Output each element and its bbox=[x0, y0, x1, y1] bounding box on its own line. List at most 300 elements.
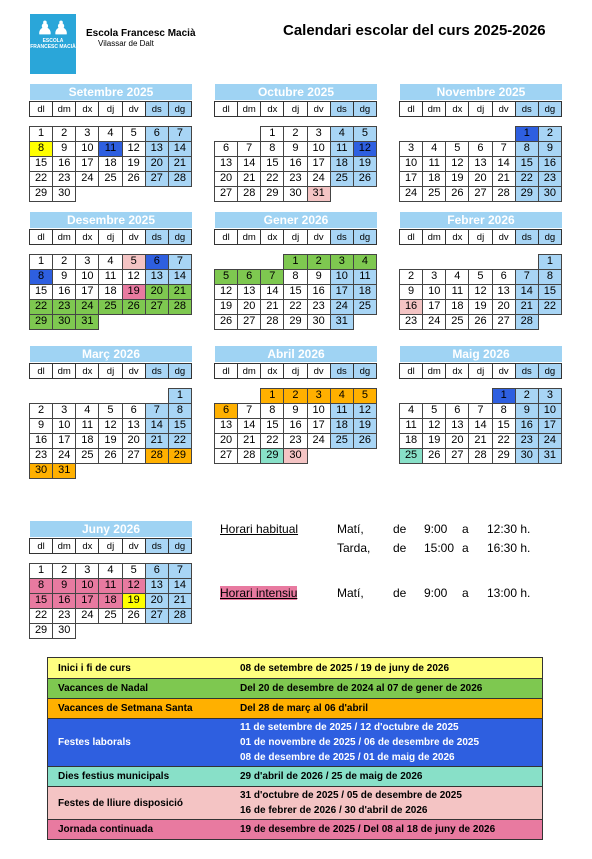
day-cell: 26 bbox=[98, 448, 122, 464]
day-cell: 25 bbox=[353, 299, 377, 315]
month-7 bbox=[215, 346, 377, 463]
day-cell: 30 bbox=[515, 448, 539, 464]
day-cell: 9 bbox=[515, 403, 539, 419]
day-cell: 2 bbox=[283, 126, 307, 142]
day-cell: 9 bbox=[307, 269, 331, 285]
day-cell: 2 bbox=[52, 126, 76, 142]
day-cell: 6 bbox=[237, 269, 261, 285]
day-cell: 2 bbox=[52, 254, 76, 270]
day-cell: 26 bbox=[122, 299, 146, 315]
weekday-header: dj bbox=[98, 363, 122, 379]
day-cell: 12 bbox=[122, 269, 146, 285]
weekday-header: dl bbox=[399, 101, 423, 117]
month-6 bbox=[30, 346, 192, 478]
weekday-header: dm bbox=[422, 363, 446, 379]
weekday-header: dv bbox=[492, 101, 516, 117]
legend-row bbox=[48, 766, 542, 786]
day-cell: 9 bbox=[283, 141, 307, 157]
day-cell: 15 bbox=[260, 156, 284, 172]
day-cell: 13 bbox=[237, 284, 261, 300]
weekday-header: dm bbox=[52, 229, 76, 245]
day-cell: 28 bbox=[515, 314, 539, 330]
legend-table bbox=[47, 657, 543, 840]
day-cell: 12 bbox=[122, 141, 146, 157]
day-cell: 20 bbox=[214, 433, 238, 449]
weekday-header: dx bbox=[260, 229, 284, 245]
weekday-header: ds bbox=[145, 229, 169, 245]
weekday-header: dg bbox=[353, 101, 377, 117]
day-cell: 5 bbox=[122, 126, 146, 142]
day-cell: 1 bbox=[29, 563, 53, 579]
day-cell: 13 bbox=[214, 418, 238, 434]
day-cell: 16 bbox=[307, 284, 331, 300]
day-cell: 19 bbox=[214, 299, 238, 315]
day-cell: 2 bbox=[52, 563, 76, 579]
day-cell: 11 bbox=[399, 418, 423, 434]
schedule-cell: 16:30 h. bbox=[487, 541, 531, 555]
day-cell: 19 bbox=[122, 284, 146, 300]
legend-row bbox=[48, 658, 542, 678]
school-name: Escola Francesc Macià bbox=[86, 28, 196, 39]
day-cell: 11 bbox=[98, 269, 122, 285]
day-cell: 28 bbox=[168, 299, 192, 315]
day-cell: 16 bbox=[399, 299, 423, 315]
day-cell: 17 bbox=[307, 418, 331, 434]
day-cell: 7 bbox=[237, 403, 261, 419]
day-cell: 12 bbox=[214, 284, 238, 300]
day-cell: 11 bbox=[353, 269, 377, 285]
weekday-header: dj bbox=[468, 363, 492, 379]
day-cell: 1 bbox=[260, 126, 284, 142]
weekday-header: dg bbox=[538, 363, 562, 379]
day-cell: 8 bbox=[492, 403, 516, 419]
day-cell: 6 bbox=[492, 269, 516, 285]
day-cell: 21 bbox=[145, 433, 169, 449]
day-cell: 14 bbox=[492, 156, 516, 172]
weekday-header: dx bbox=[260, 363, 284, 379]
weekday-header: dv bbox=[307, 363, 331, 379]
day-cell: 4 bbox=[98, 563, 122, 579]
legend-dates: 08 de setembre de 2025 / 19 de juny de 2026 bbox=[240, 662, 450, 674]
day-cell: 17 bbox=[75, 156, 99, 172]
day-cell: 4 bbox=[445, 269, 469, 285]
weekday-header: dv bbox=[122, 101, 146, 117]
day-cell: 11 bbox=[330, 403, 354, 419]
day-cell: 13 bbox=[468, 156, 492, 172]
day-cell: 1 bbox=[29, 254, 53, 270]
day-cell: 7 bbox=[468, 403, 492, 419]
weekday-header: dx bbox=[445, 101, 469, 117]
weekday-header: dx bbox=[445, 229, 469, 245]
day-cell: 11 bbox=[75, 418, 99, 434]
day-cell: 19 bbox=[353, 418, 377, 434]
day-cell: 16 bbox=[52, 156, 76, 172]
day-cell: 14 bbox=[168, 578, 192, 594]
day-cell: 22 bbox=[492, 433, 516, 449]
weekday-header: dv bbox=[122, 538, 146, 554]
day-cell: 10 bbox=[52, 418, 76, 434]
day-cell: 12 bbox=[353, 141, 377, 157]
day-cell: 15 bbox=[29, 593, 53, 609]
day-cell: 21 bbox=[168, 156, 192, 172]
day-cell: 7 bbox=[145, 403, 169, 419]
day-cell: 9 bbox=[283, 403, 307, 419]
weekday-header: dl bbox=[399, 229, 423, 245]
weekday-header: dg bbox=[168, 229, 192, 245]
day-cell: 19 bbox=[122, 593, 146, 609]
day-cell: 21 bbox=[515, 299, 539, 315]
day-cell: 8 bbox=[168, 403, 192, 419]
weekday-header: dj bbox=[468, 229, 492, 245]
day-cell: 23 bbox=[307, 299, 331, 315]
schedule-cell: 9:00 bbox=[424, 586, 448, 600]
day-cell: 2 bbox=[29, 403, 53, 419]
day-cell: 30 bbox=[29, 463, 53, 479]
day-cell: 14 bbox=[237, 156, 261, 172]
day-cell: 10 bbox=[75, 269, 99, 285]
day-cell: 30 bbox=[307, 314, 331, 330]
day-cell: 1 bbox=[492, 388, 516, 404]
day-cell: 6 bbox=[468, 141, 492, 157]
day-cell: 31 bbox=[52, 463, 76, 479]
day-cell: 28 bbox=[237, 448, 261, 464]
school-logo bbox=[30, 14, 76, 74]
weekday-header: dl bbox=[214, 101, 238, 117]
day-cell: 4 bbox=[330, 126, 354, 142]
legend-row bbox=[48, 819, 542, 839]
day-cell: 28 bbox=[168, 608, 192, 624]
day-cell: 3 bbox=[307, 388, 331, 404]
weekday-header: dm bbox=[52, 363, 76, 379]
day-cell: 22 bbox=[538, 299, 562, 315]
day-cell: 18 bbox=[353, 284, 377, 300]
day-cell: 26 bbox=[353, 433, 377, 449]
day-cell: 16 bbox=[29, 433, 53, 449]
schedule-cell: 15:00 bbox=[424, 541, 455, 555]
day-cell: 30 bbox=[283, 448, 307, 464]
day-cell: 26 bbox=[122, 171, 146, 187]
day-cell: 6 bbox=[214, 141, 238, 157]
legend-label: Festes laborals bbox=[58, 737, 131, 748]
day-cell: 12 bbox=[468, 284, 492, 300]
day-cell: 28 bbox=[492, 186, 516, 202]
day-cell: 4 bbox=[399, 403, 423, 419]
day-cell: 10 bbox=[538, 403, 562, 419]
day-cell: 28 bbox=[145, 448, 169, 464]
day-cell: 13 bbox=[145, 578, 169, 594]
day-cell: 21 bbox=[260, 299, 284, 315]
day-cell: 13 bbox=[145, 141, 169, 157]
day-cell: 27 bbox=[145, 171, 169, 187]
day-cell: 2 bbox=[515, 388, 539, 404]
day-cell: 21 bbox=[168, 284, 192, 300]
legend-row bbox=[48, 786, 542, 819]
day-cell: 3 bbox=[307, 126, 331, 142]
weekday-header: dl bbox=[214, 229, 238, 245]
schedule-cell: Matí, bbox=[337, 522, 364, 536]
day-cell: 23 bbox=[52, 608, 76, 624]
day-cell: 24 bbox=[52, 448, 76, 464]
day-cell: 19 bbox=[468, 299, 492, 315]
day-cell: 14 bbox=[515, 284, 539, 300]
day-cell: 2 bbox=[538, 126, 562, 142]
day-cell: 26 bbox=[122, 608, 146, 624]
day-cell: 6 bbox=[145, 254, 169, 270]
day-cell: 1 bbox=[168, 388, 192, 404]
day-cell: 3 bbox=[75, 563, 99, 579]
day-cell: 14 bbox=[168, 141, 192, 157]
day-cell: 28 bbox=[260, 314, 284, 330]
day-cell: 21 bbox=[492, 171, 516, 187]
day-cell: 18 bbox=[75, 433, 99, 449]
weekday-header: dl bbox=[29, 101, 53, 117]
weekday-header: dv bbox=[307, 101, 331, 117]
month-title: Gener 2026 bbox=[215, 212, 377, 228]
weekday-header: dm bbox=[52, 538, 76, 554]
day-cell: 15 bbox=[538, 284, 562, 300]
day-cell: 18 bbox=[330, 156, 354, 172]
schedule bbox=[220, 522, 560, 612]
day-cell: 17 bbox=[330, 284, 354, 300]
day-cell: 19 bbox=[122, 156, 146, 172]
day-cell: 10 bbox=[307, 403, 331, 419]
day-cell: 7 bbox=[168, 126, 192, 142]
day-cell: 18 bbox=[422, 171, 446, 187]
weekday-header: dj bbox=[98, 101, 122, 117]
schedule-cell: de bbox=[393, 586, 407, 600]
day-cell: 9 bbox=[399, 284, 423, 300]
legend-dates: 11 de setembre de 2025 / 12 d'octubre de 2025 01 de novembre de 2025 / 06 de desembre de 2025 08 de desembre de 2025 / 01 de maig de 2026 bbox=[240, 722, 480, 763]
day-cell: 19 bbox=[422, 433, 446, 449]
day-cell: 18 bbox=[98, 593, 122, 609]
day-cell: 5 bbox=[445, 141, 469, 157]
schedule-cell: a bbox=[462, 541, 469, 555]
day-cell: 29 bbox=[168, 448, 192, 464]
day-cell: 29 bbox=[260, 448, 284, 464]
weekday-header: ds bbox=[515, 229, 539, 245]
day-cell: 14 bbox=[468, 418, 492, 434]
day-cell: 24 bbox=[75, 171, 99, 187]
day-cell: 26 bbox=[353, 171, 377, 187]
day-cell: 5 bbox=[353, 388, 377, 404]
day-cell: 8 bbox=[283, 269, 307, 285]
day-cell: 5 bbox=[122, 254, 146, 270]
day-cell: 20 bbox=[445, 433, 469, 449]
day-cell: 17 bbox=[75, 284, 99, 300]
day-cell: 20 bbox=[492, 299, 516, 315]
weekday-header: dm bbox=[422, 229, 446, 245]
day-cell: 8 bbox=[29, 269, 53, 285]
day-cell: 30 bbox=[52, 186, 76, 202]
day-cell: 27 bbox=[445, 448, 469, 464]
day-cell: 23 bbox=[283, 171, 307, 187]
day-cell: 28 bbox=[237, 186, 261, 202]
day-cell: 6 bbox=[214, 403, 238, 419]
day-cell: 22 bbox=[260, 433, 284, 449]
day-cell: 23 bbox=[538, 171, 562, 187]
day-cell: 30 bbox=[52, 623, 76, 639]
day-cell: 9 bbox=[52, 141, 76, 157]
day-cell: 23 bbox=[515, 433, 539, 449]
day-cell: 5 bbox=[468, 269, 492, 285]
day-cell: 3 bbox=[399, 141, 423, 157]
day-cell: 24 bbox=[538, 433, 562, 449]
legend-label: Inici i fi de curs bbox=[58, 662, 131, 674]
day-cell: 2 bbox=[283, 388, 307, 404]
day-cell: 26 bbox=[422, 448, 446, 464]
day-cell: 3 bbox=[330, 254, 354, 270]
day-cell: 16 bbox=[283, 156, 307, 172]
day-cell: 12 bbox=[122, 578, 146, 594]
legend-label: Dies festius municipals bbox=[58, 771, 170, 782]
day-cell: 12 bbox=[422, 418, 446, 434]
day-cell: 4 bbox=[353, 254, 377, 270]
day-cell: 18 bbox=[98, 156, 122, 172]
day-cell: 15 bbox=[515, 156, 539, 172]
day-cell: 17 bbox=[399, 171, 423, 187]
day-cell: 27 bbox=[468, 186, 492, 202]
day-cell: 29 bbox=[29, 623, 53, 639]
weekday-header: dj bbox=[283, 229, 307, 245]
day-cell: 12 bbox=[445, 156, 469, 172]
schedule-cell: a bbox=[462, 522, 469, 536]
day-cell: 24 bbox=[307, 171, 331, 187]
day-cell: 23 bbox=[399, 314, 423, 330]
day-cell: 28 bbox=[168, 171, 192, 187]
day-cell: 16 bbox=[538, 156, 562, 172]
weekday-header: dg bbox=[538, 101, 562, 117]
day-cell: 31 bbox=[330, 314, 354, 330]
day-cell: 25 bbox=[422, 186, 446, 202]
day-cell: 25 bbox=[75, 448, 99, 464]
day-cell: 4 bbox=[422, 141, 446, 157]
weekday-header: dv bbox=[122, 363, 146, 379]
month-title: Desembre 2025 bbox=[30, 212, 192, 228]
day-cell: 14 bbox=[145, 418, 169, 434]
day-cell: 21 bbox=[237, 171, 261, 187]
day-cell: 7 bbox=[237, 141, 261, 157]
day-cell: 6 bbox=[145, 126, 169, 142]
day-cell: 25 bbox=[98, 171, 122, 187]
day-cell: 13 bbox=[214, 156, 238, 172]
weekday-header: dx bbox=[260, 101, 284, 117]
month-1 bbox=[215, 84, 377, 201]
day-cell: 22 bbox=[168, 433, 192, 449]
day-cell: 15 bbox=[29, 156, 53, 172]
day-cell: 27 bbox=[492, 314, 516, 330]
day-cell: 18 bbox=[399, 433, 423, 449]
day-cell: 15 bbox=[29, 284, 53, 300]
schedule-cell: de bbox=[393, 522, 407, 536]
day-cell: 20 bbox=[468, 171, 492, 187]
day-cell: 15 bbox=[260, 418, 284, 434]
day-cell: 12 bbox=[98, 418, 122, 434]
day-cell: 5 bbox=[214, 269, 238, 285]
day-cell: 21 bbox=[237, 433, 261, 449]
day-cell: 14 bbox=[237, 418, 261, 434]
day-cell: 23 bbox=[283, 433, 307, 449]
schedule-cell: a bbox=[462, 586, 469, 600]
legend-row bbox=[48, 678, 542, 698]
day-cell: 22 bbox=[283, 299, 307, 315]
legend-row bbox=[48, 698, 542, 718]
day-cell: 26 bbox=[468, 314, 492, 330]
day-cell: 8 bbox=[260, 403, 284, 419]
weekday-header: dm bbox=[237, 101, 261, 117]
weekday-header: dg bbox=[168, 363, 192, 379]
day-cell: 24 bbox=[399, 186, 423, 202]
page-title: Calendari escolar del curs 2025-2026 bbox=[283, 22, 546, 39]
day-cell: 23 bbox=[52, 171, 76, 187]
weekday-header: ds bbox=[330, 363, 354, 379]
day-cell: 22 bbox=[260, 171, 284, 187]
day-cell: 20 bbox=[145, 284, 169, 300]
day-cell: 27 bbox=[237, 314, 261, 330]
legend-label: Vacances de Setmana Santa bbox=[58, 703, 193, 714]
month-title: Novembre 2025 bbox=[400, 84, 562, 100]
day-cell: 23 bbox=[29, 448, 53, 464]
day-cell: 1 bbox=[538, 254, 562, 270]
weekday-header: ds bbox=[145, 101, 169, 117]
month-3 bbox=[30, 212, 192, 329]
weekday-header: dv bbox=[307, 229, 331, 245]
month-title: Setembre 2025 bbox=[30, 84, 192, 100]
weekday-header: dx bbox=[75, 538, 99, 554]
day-cell: 31 bbox=[307, 186, 331, 202]
day-cell: 24 bbox=[75, 299, 99, 315]
day-cell: 8 bbox=[538, 269, 562, 285]
schedule-cell: de bbox=[393, 541, 407, 555]
day-cell: 30 bbox=[538, 186, 562, 202]
day-cell: 5 bbox=[422, 403, 446, 419]
weekday-header: dg bbox=[168, 538, 192, 554]
day-cell: 2 bbox=[307, 254, 331, 270]
day-cell: 27 bbox=[122, 448, 146, 464]
weekday-header: dg bbox=[538, 229, 562, 245]
schedule-cell: 12:30 h. bbox=[487, 522, 531, 536]
day-cell: 10 bbox=[75, 578, 99, 594]
day-cell: 27 bbox=[214, 186, 238, 202]
weekday-header: dg bbox=[353, 229, 377, 245]
legend-dates: 29 d'abril de 2026 / 25 de maig de 2026 bbox=[240, 771, 423, 782]
school-town: Vilassar de Dalt bbox=[98, 39, 154, 48]
day-cell: 5 bbox=[122, 563, 146, 579]
day-cell: 9 bbox=[52, 269, 76, 285]
day-cell: 10 bbox=[330, 269, 354, 285]
weekday-header: dj bbox=[98, 538, 122, 554]
day-cell: 16 bbox=[52, 593, 76, 609]
horari-habitual-label: Horari habitual bbox=[220, 522, 299, 536]
month-2 bbox=[400, 84, 562, 201]
month-title: Maig 2026 bbox=[400, 346, 562, 362]
day-cell: 4 bbox=[75, 403, 99, 419]
day-cell: 29 bbox=[515, 186, 539, 202]
day-cell: 18 bbox=[445, 299, 469, 315]
day-cell: 11 bbox=[445, 284, 469, 300]
weekday-header: dv bbox=[492, 363, 516, 379]
day-cell: 17 bbox=[307, 156, 331, 172]
day-cell: 17 bbox=[422, 299, 446, 315]
day-cell: 20 bbox=[214, 171, 238, 187]
day-cell: 8 bbox=[515, 141, 539, 157]
day-cell: 22 bbox=[29, 171, 53, 187]
weekday-header: ds bbox=[515, 363, 539, 379]
weekday-header: ds bbox=[330, 229, 354, 245]
day-cell: 11 bbox=[330, 141, 354, 157]
horari-intensiu-label: Horari intensiu bbox=[220, 586, 298, 600]
day-cell: 12 bbox=[353, 403, 377, 419]
day-cell: 30 bbox=[283, 186, 307, 202]
